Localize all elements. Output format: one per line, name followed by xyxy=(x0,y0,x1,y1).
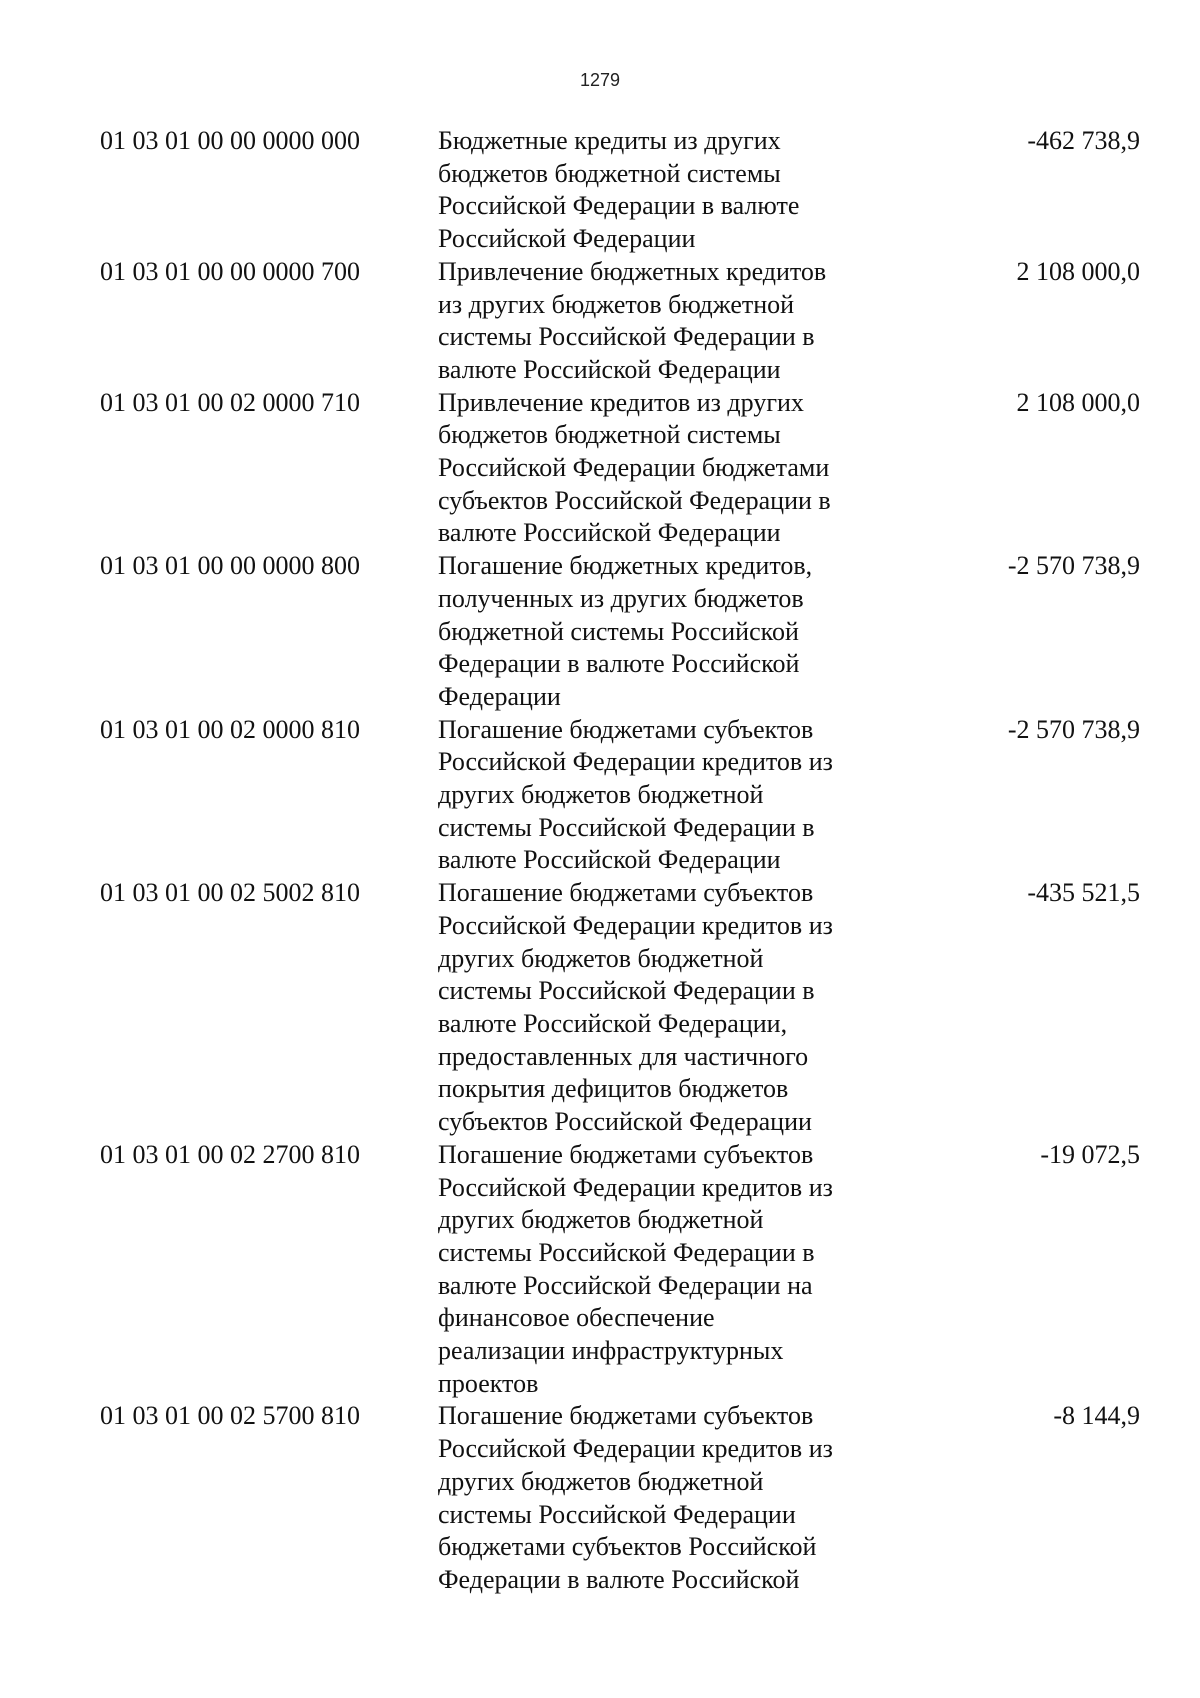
name-line: реализации инфраструктурных xyxy=(438,1336,784,1366)
name-line: покрытия дефицитов бюджетов xyxy=(438,1074,789,1104)
budget-item-name xyxy=(438,1400,900,1596)
table-row xyxy=(100,256,1140,387)
name-line: других бюджетов бюджетной xyxy=(438,1466,764,1496)
budget-amount: -19 072,5 xyxy=(1040,1139,1140,1169)
budget-amount: -462 738,9 xyxy=(1027,126,1140,155)
name-line: валюте Российской Федерации xyxy=(438,354,781,384)
table-row xyxy=(100,1400,1140,1596)
name-line: валюте Российской Федерации на xyxy=(438,1270,813,1300)
budget-code: 01 03 01 00 00 0000 800 xyxy=(100,551,360,581)
name-line: Федерации в валюте Российской xyxy=(438,1564,800,1594)
name-line: системы Российской Федерации xyxy=(438,1499,796,1529)
budget-code: 01 03 01 00 00 0000 000 xyxy=(100,126,360,155)
name-line: валюте Российской Федерации xyxy=(438,518,781,548)
name-line: других бюджетов бюджетной xyxy=(438,1205,764,1235)
budget-item-name xyxy=(438,387,900,551)
name-line: Погашение бюджетами субъектов xyxy=(438,878,814,908)
budget-item-name xyxy=(438,550,900,714)
name-line: Привлечение кредитов из других xyxy=(438,387,804,417)
budget-amount: -2 570 738,9 xyxy=(1007,714,1140,744)
name-line: Федерации xyxy=(438,681,561,711)
name-line: Российской Федерации кредитов из xyxy=(438,910,833,940)
budget-table xyxy=(100,125,1140,1597)
table-row xyxy=(100,550,1140,714)
name-line: Погашение бюджетных кредитов, xyxy=(438,551,813,581)
name-line: финансовое обеспечение xyxy=(438,1303,715,1333)
budget-item-name xyxy=(438,714,900,878)
name-line: системы Российской Федерации в xyxy=(438,812,815,842)
budget-item-name xyxy=(438,1139,900,1401)
name-line: системы Российской Федерации в xyxy=(438,976,815,1006)
budget-item-name xyxy=(438,125,900,256)
name-line: системы Российской Федерации в xyxy=(438,322,815,352)
name-line: Федерации в валюте Российской xyxy=(438,649,800,679)
table-row xyxy=(100,877,1140,1139)
budget-amount: 2 108 000,0 xyxy=(1016,256,1140,286)
name-line: Погашение бюджетами субъектов xyxy=(438,1401,814,1431)
name-line: Российской Федерации xyxy=(438,224,696,254)
name-line: бюджетов бюджетной системы xyxy=(438,420,781,450)
name-line: бюджетов бюджетной системы xyxy=(438,158,781,188)
name-line: проектов xyxy=(438,1368,539,1398)
budget-code: 01 03 01 00 00 0000 700 xyxy=(100,256,360,286)
budget-amount: -435 521,5 xyxy=(1027,878,1140,908)
name-line: других бюджетов бюджетной xyxy=(438,943,764,973)
name-line: Российской Федерации кредитов из xyxy=(438,1434,833,1464)
name-line: субъектов Российской Федерации в xyxy=(438,485,831,515)
page-number: 1279 xyxy=(579,70,621,90)
name-line: субъектов Российской Федерации xyxy=(438,1107,812,1137)
name-line: Российской Федерации бюджетами xyxy=(438,453,830,483)
table-row xyxy=(100,387,1140,551)
table-row xyxy=(100,714,1140,878)
name-line: валюте Российской Федерации xyxy=(438,845,781,875)
table-row xyxy=(100,125,1140,256)
name-line: Российской Федерации кредитов из xyxy=(438,747,833,777)
budget-code: 01 03 01 00 02 2700 810 xyxy=(100,1139,360,1169)
name-line: Погашение бюджетами субъектов xyxy=(438,714,814,744)
budget-code: 01 03 01 00 02 5700 810 xyxy=(100,1401,360,1431)
name-line: из других бюджетов бюджетной xyxy=(438,289,795,319)
name-line: Российской Федерации в валюте xyxy=(438,191,800,221)
name-line: Бюджетные кредиты из других xyxy=(438,126,781,155)
name-line: других бюджетов бюджетной xyxy=(438,780,764,810)
name-line: бюджетами субъектов Российской xyxy=(438,1532,817,1562)
name-line: Привлечение бюджетных кредитов xyxy=(438,256,827,286)
budget-amount: -2 570 738,9 xyxy=(1007,551,1140,581)
name-line: бюджетной системы Российской xyxy=(438,616,799,646)
budget-item-name xyxy=(438,877,900,1139)
budget-code: 01 03 01 00 02 0000 810 xyxy=(100,714,360,744)
table-row xyxy=(100,1139,1140,1401)
budget-code: 01 03 01 00 02 5002 810 xyxy=(100,878,360,908)
budget-code: 01 03 01 00 02 0000 710 xyxy=(100,387,360,417)
name-line: полученных из других бюджетов xyxy=(438,583,804,613)
budget-item-name xyxy=(438,256,900,387)
name-line: Погашение бюджетами субъектов xyxy=(438,1139,814,1169)
name-line: Российской Федерации кредитов из xyxy=(438,1172,833,1202)
name-line: валюте Российской Федерации, xyxy=(438,1008,788,1038)
budget-amount: 2 108 000,0 xyxy=(1016,387,1140,417)
name-line: предоставленных для частичного xyxy=(438,1041,809,1071)
budget-amount: -8 144,9 xyxy=(1053,1401,1140,1431)
name-line: системы Российской Федерации в xyxy=(438,1237,815,1267)
